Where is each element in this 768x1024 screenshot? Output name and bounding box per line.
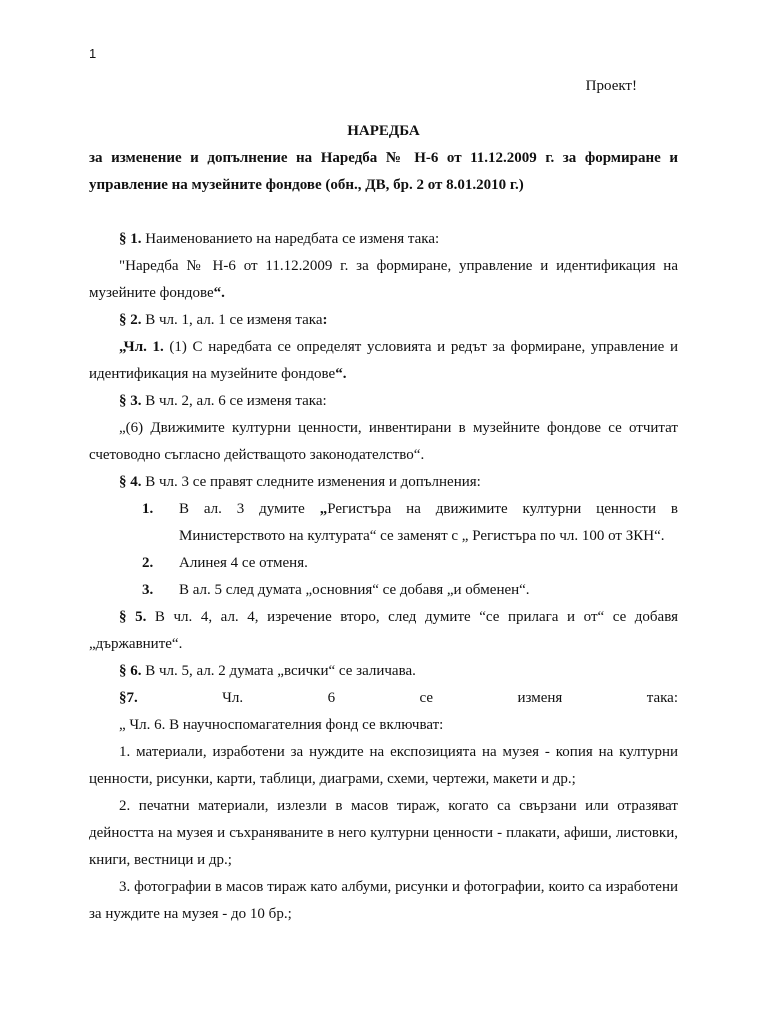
list-item <box>142 496 678 550</box>
section-2-colon: : <box>322 312 328 328</box>
section-2-body <box>89 334 678 388</box>
section-5-head: § 5. <box>119 609 147 625</box>
list-item-number: 3. <box>142 582 154 598</box>
list-item-text: Алинея 4 се отменя. <box>179 555 308 571</box>
section-1-body-close: “. <box>213 285 225 301</box>
list-item-text: В ал. 3 думите „Регистъра на движимите културни ценности в Министерството на културата“ се заменят с „ Регистъра по чл. 100 от ЗКН“. <box>179 501 678 544</box>
draft-label: Проект! <box>585 78 637 94</box>
section-1-text: Наименованието на наредбата се изменя така: <box>141 231 440 247</box>
section-7 <box>89 685 678 712</box>
section-4 <box>89 469 678 496</box>
list-item-number: 1. <box>142 501 154 517</box>
section-2-body-close: “. <box>335 366 347 382</box>
section-7-item-1: 1. материали, изработени за нуждите на експозицията на музея - копия на културни ценности, рисунки, карти, таблици, диаграми, схеми, чертежи, макети и др.; <box>89 744 678 787</box>
section-5-text: В чл. 4, ал. 4, изречение второ, след думите “се прилага и от“ се добавя „държавните“. <box>89 609 679 652</box>
section-7-item-3: 3. фотографии в масов тираж като албуми, рисунки и фотографии, които са изработени за нуждите на музея - до 10 бр.; <box>89 879 678 922</box>
section-6-head: § 6. <box>119 663 142 679</box>
document-body <box>89 118 678 928</box>
page-number: 1 <box>89 46 97 61</box>
section-3 <box>89 388 678 415</box>
section-7-head: §7. <box>119 690 138 706</box>
section-2-body-text: (1) С наредбата се определят условията и редът за формиране, управление и идентификация на музейните фондове <box>89 339 679 382</box>
section-1-body <box>89 253 678 307</box>
list-item <box>142 577 678 604</box>
section-1-body-text: "Наредба № Н-6 от 11.12.2009 г. за формиране, управление и идентификация на музейните фондове <box>89 258 678 301</box>
section-6-text: В чл. 5, ал. 2 думата „всички“ се заличава. <box>141 663 416 679</box>
section-2-text: В чл. 1, ал. 1 се изменя така <box>141 312 323 328</box>
list-item-text: В ал. 5 след думата „основния“ се добавя „и обменен“. <box>179 582 530 598</box>
list-item <box>142 550 678 577</box>
document-subtitle: за изменение и допълнение на Наредба № Н-6 от 11.12.2009 г. за формиране и управление на музейните фондове (обн., ДВ, бр. 2 от 8.01.2010 г.) <box>89 150 678 193</box>
section-1 <box>89 226 678 253</box>
section-4-list <box>89 496 678 604</box>
section-1-head: § 1. <box>119 231 142 247</box>
section-4-head: § 4. <box>119 474 142 490</box>
spacer <box>89 199 678 226</box>
section-2 <box>89 307 678 334</box>
section-3-body: „(6) Движимите културни ценности, инвентирани в музейните фондове се отчитат счетоводно съгласно действащото законодателство“. <box>89 420 678 463</box>
section-3-text: В чл. 2, ал. 6 се изменя така: <box>141 393 327 409</box>
list-item-number: 2. <box>142 555 154 571</box>
section-7-body: „ Чл. 6. В научноспомагателния фонд се включват: <box>119 717 444 733</box>
section-5 <box>89 604 678 658</box>
section-6 <box>89 658 678 685</box>
section-4-text: В чл. 3 се правят следните изменения и допълнения: <box>141 474 481 490</box>
section-7-text: Чл. 6 се изменя така: <box>137 690 678 706</box>
document-title: НАРЕДБА <box>347 123 420 139</box>
section-7-item-2: 2. печатни материали, излезли в масов тираж, когато са свързани или отразяват дейността на музея и съхраняваните в него културни ценности - плакати, афиши, листовки, книги, вестници и др.; <box>89 798 678 868</box>
section-2-body-head: „Чл. 1. <box>119 339 164 355</box>
section-3-head: § 3. <box>119 393 142 409</box>
section-2-head: § 2. <box>119 312 142 328</box>
